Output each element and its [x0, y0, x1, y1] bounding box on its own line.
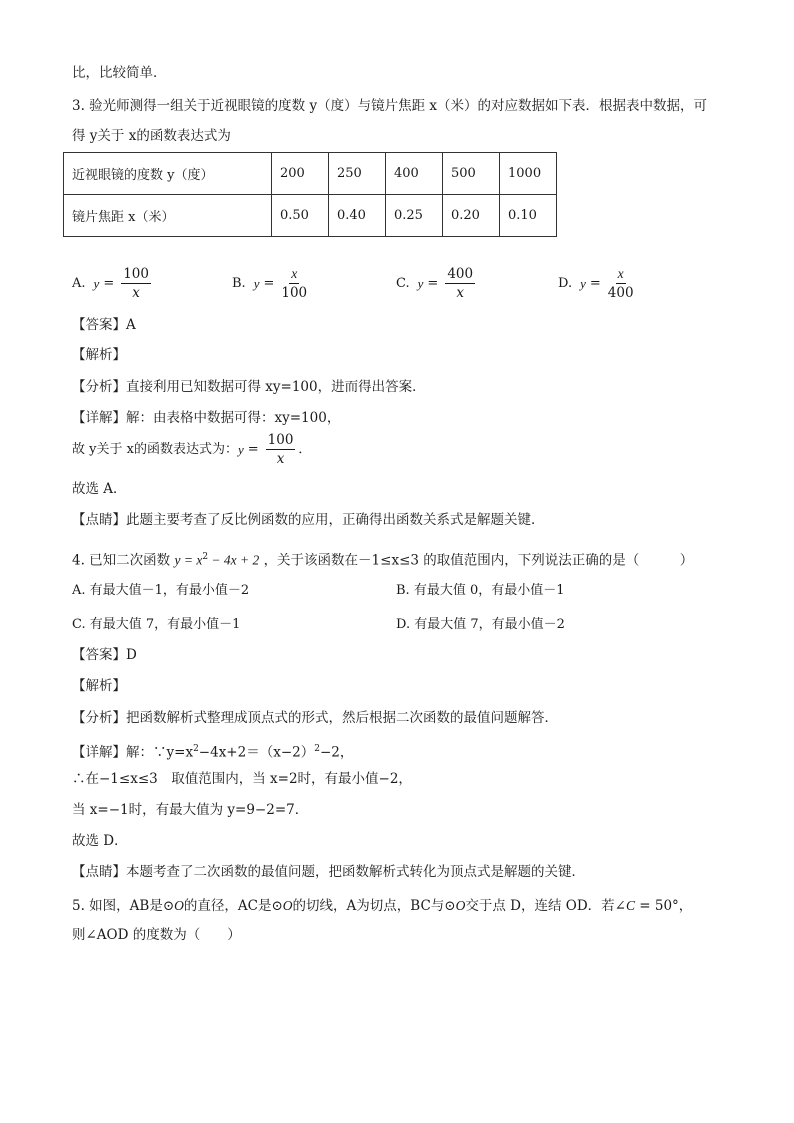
- option-fraction: [121, 266, 151, 301]
- q4-function-rest: − 4x + 2: [208, 552, 260, 568]
- q5-circle-o: O: [174, 898, 184, 913]
- fraction-denominator: 400: [607, 285, 634, 301]
- q5-part-b: 的直径，AC是⊙: [183, 898, 283, 914]
- table-cell: 0.10: [500, 195, 557, 237]
- table-cell: 250: [329, 153, 386, 195]
- conclusion-suffix: ．: [298, 441, 312, 457]
- q5-angle-c: C: [625, 898, 635, 913]
- conclusion-lhs: y: [237, 441, 244, 457]
- q3-xiangjie: 【详解】解：由表格中数据可得：xy=100，: [72, 410, 341, 426]
- option-label: B.: [232, 275, 246, 291]
- q3-jiexi-label: 【解析】: [72, 347, 126, 363]
- q4-answer: 【答案】D: [72, 647, 137, 663]
- q3-data-table: [63, 152, 557, 237]
- option-lhs: y: [253, 275, 260, 291]
- conclusion-eq: =: [247, 441, 259, 457]
- fraction-denominator: x: [456, 285, 465, 301]
- option-lhs: y: [417, 275, 424, 291]
- table-cell: 0.20: [443, 195, 500, 237]
- q3-fenxi: 【分析】直接利用已知数据可得 xy=100，进而得出答案．: [72, 379, 426, 395]
- option-label: D.: [558, 275, 573, 291]
- xiangjie-exponent-2: 2: [314, 744, 320, 754]
- fraction-numerator: 400: [447, 266, 474, 282]
- q5-part-a: 5. 如图，AB是⊙: [72, 898, 175, 914]
- q4-option-d: D. 有最大值 7，有最小值－2: [396, 617, 565, 632]
- q3-conclusion: [72, 432, 311, 467]
- table-cell: 500: [443, 153, 500, 195]
- fraction-denominator: 100: [281, 285, 308, 301]
- q3-stem-line1: 3. 验光师测得一组关于近视眼镜的度数 y（度）与镜片焦距 x（米）的对应数据如下表．根据表中数据，可: [72, 98, 707, 114]
- q4-step1: ∴在−1≤x≤3 取值范围内，当 x=2时，有最小值−2，: [72, 771, 412, 787]
- conclusion-prefix: 故 y关于 x的函数表达式为：: [72, 441, 238, 457]
- table-cell: 0.25: [386, 195, 443, 237]
- option-eq: =: [263, 275, 275, 291]
- q4-function-exponent: 2: [202, 552, 209, 562]
- q5-stem-line2: 则∠AOD 的度数为（ ）: [72, 927, 241, 943]
- q4-dianjing: 【点睛】本题考查了二次函数的最值问题，把函数解析式转化为顶点式是解题的关键．: [72, 864, 585, 880]
- option-label: C.: [396, 275, 410, 291]
- table-row: [64, 153, 557, 195]
- xiangjie-part-b: −4x+2＝（x−2）: [198, 744, 315, 761]
- table-cell: 200: [272, 153, 329, 195]
- q4-choose: 故选 D．: [72, 833, 128, 849]
- fraction-numerator: x: [289, 266, 299, 284]
- continuation-line: 比，比较简单．: [72, 65, 167, 81]
- table-cell: 镜片焦距 x（米）: [64, 195, 272, 237]
- option-fraction: [281, 266, 307, 301]
- xiangjie-part-a: 【详解】解：∵y=x: [72, 744, 194, 761]
- q5-circle-o: O: [455, 898, 466, 913]
- xiangjie-part-c: −2，: [319, 744, 354, 761]
- q4-option-a: A. 有最大值－1，有最小值－2: [72, 583, 250, 598]
- q3-choose: 故选 A．: [72, 481, 127, 497]
- fraction-denominator: x: [276, 451, 285, 467]
- option-fraction: [608, 266, 634, 301]
- table-row: [64, 195, 557, 237]
- fraction-numerator: 100: [123, 266, 149, 282]
- q5-part-e: = 50°，: [634, 898, 693, 914]
- q3-stem-line2: 得 y关于 x的函数表达式为: [72, 128, 231, 144]
- option-lhs: y: [93, 275, 100, 291]
- table-cell: 0.50: [272, 195, 329, 237]
- table-cell: 1000: [500, 153, 557, 195]
- option-fraction: [445, 266, 475, 301]
- option-lhs: y: [580, 275, 586, 291]
- q3-dianjing: 【点睛】此题主要考查了反比例函数的应用，正确得出函数关系式是解题关键．: [72, 512, 545, 528]
- q3-option-a: [72, 266, 154, 301]
- q4-stem-suffix: ，关于该函数在－1≤x≤3 的取值范围内，下列说法正确的是（ ）: [263, 552, 694, 569]
- option-label: A.: [72, 275, 86, 291]
- table-cell: 400: [386, 153, 443, 195]
- option-eq: =: [589, 275, 601, 291]
- q4-xiangjie: [72, 739, 353, 763]
- fraction-numerator: x: [616, 266, 626, 284]
- q3-option-c: [396, 266, 478, 301]
- conclusion-fraction: [266, 432, 296, 467]
- option-eq: =: [427, 275, 439, 291]
- q5-part-c: 的切线，A为切点，BC与⊙: [292, 898, 456, 914]
- q4-function-lhs: y = x: [174, 552, 203, 568]
- fraction-denominator: x: [132, 285, 140, 301]
- q3-option-d: [558, 266, 637, 301]
- q4-jiexi-label: 【解析】: [72, 678, 126, 694]
- q4-fenxi: 【分析】把函数解析式整理成顶点式的形式，然后根据二次函数的最值问题解答．: [72, 710, 558, 726]
- xiangjie-exponent: 2: [193, 744, 199, 754]
- option-eq: =: [103, 275, 115, 291]
- table-cell: 近视眼镜的度数 y（度）: [64, 153, 272, 195]
- q5-part-d: 交于点 D，连结 OD．若∠: [465, 898, 626, 914]
- q3-option-b: [232, 266, 310, 301]
- q4-step2: 当 x=−1时，有最大值为 y=9−2=7．: [72, 802, 309, 818]
- fraction-numerator: 100: [267, 432, 294, 448]
- q4-stem-prefix: 4. 已知二次函数: [72, 552, 171, 569]
- q4-stem: [72, 547, 693, 571]
- table-cell: 0.40: [329, 195, 386, 237]
- q4-option-c: C. 有最大值 7，有最小值－1: [72, 617, 241, 632]
- q4-option-b: B. 有最大值 0，有最小值－1: [396, 583, 565, 598]
- q3-answer: 【答案】A: [72, 317, 136, 333]
- q5-circle-o: O: [282, 898, 293, 913]
- q5-stem-line1: [72, 896, 692, 916]
